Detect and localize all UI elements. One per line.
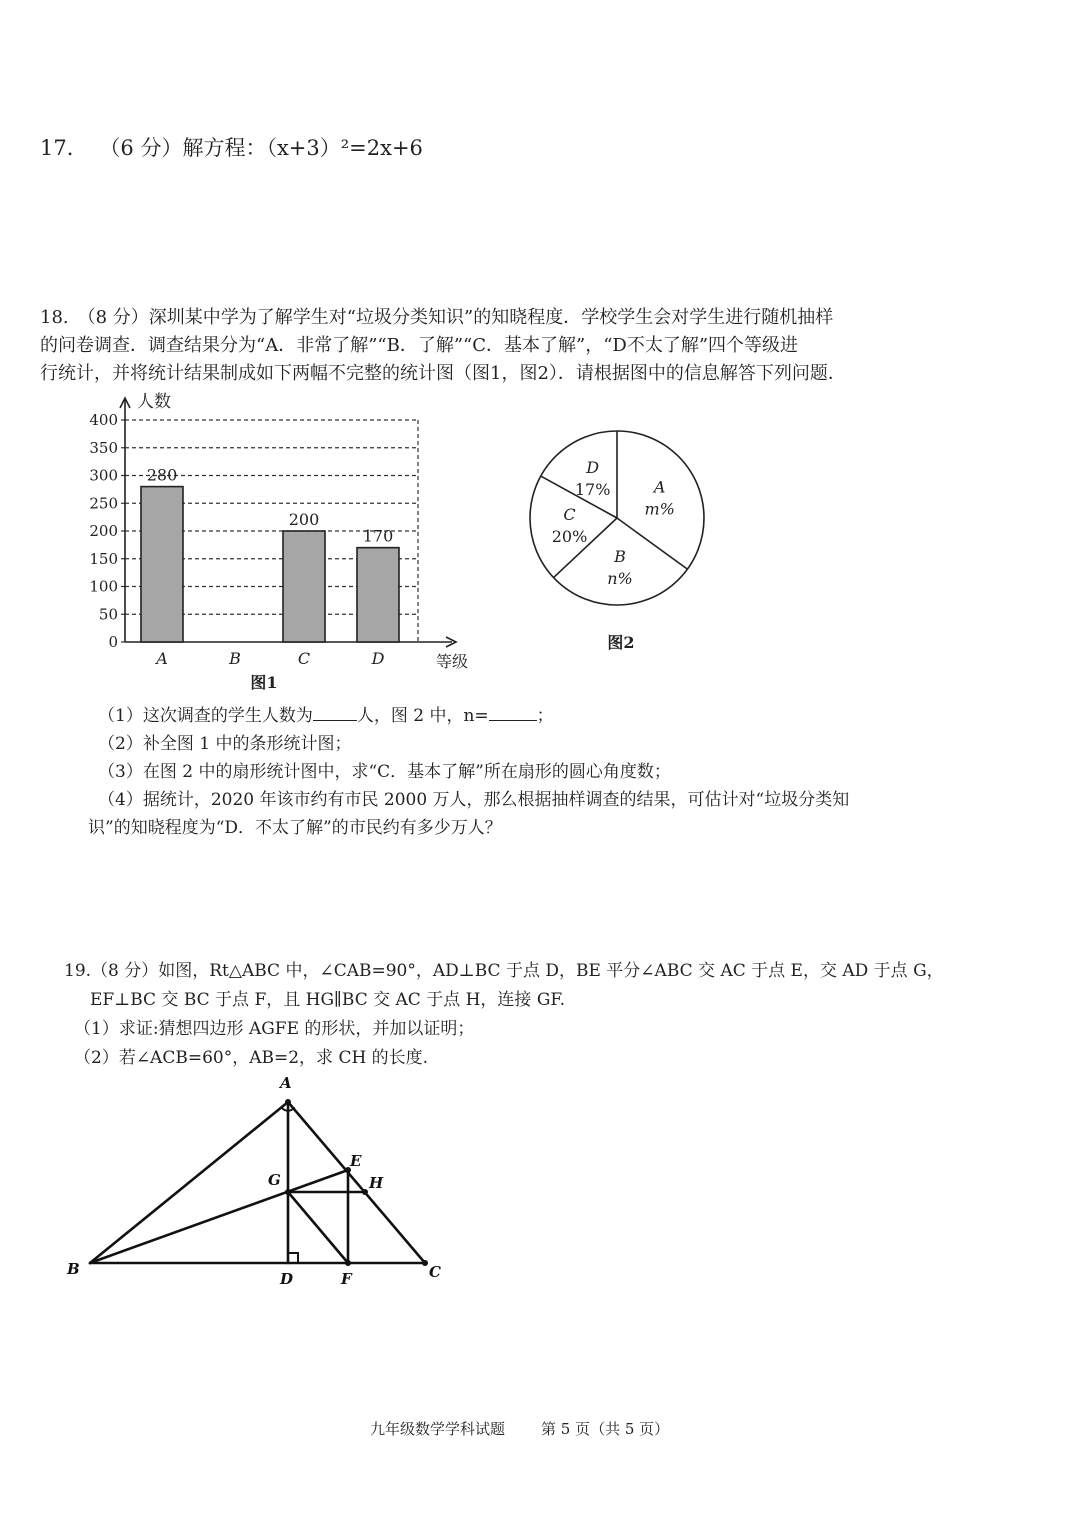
chart-caption: 图1	[250, 673, 278, 692]
subquestion-4: （4）据统计，2020 年该市约有市民 2000 万人，那么根据抽样调查的结果，可估计对“垃圾分类知	[98, 790, 850, 810]
y-tick-label: 100	[89, 577, 118, 596]
footer-subject: 九年级数学学科试题	[370, 1420, 506, 1438]
question-text: （6 分）解方程：（x+3）²=2x+6	[99, 136, 423, 160]
page-footer	[370, 1418, 705, 1439]
question-line: 19.（8 分）如图，Rt△ABC 中，∠CAB=90°，AD⊥BC 于点 D，BE 平分∠ABC 交 AC 于点 E，交 AD 于点 G，	[64, 961, 944, 981]
subquestion-1-text-c: ；	[536, 706, 554, 726]
segment-ac	[288, 1102, 425, 1263]
answer-blank[interactable]	[489, 719, 537, 721]
label-h: H	[369, 1174, 384, 1192]
label-g: G	[268, 1171, 281, 1189]
question-line: 的问卷调查．调查结果分为“A．非常了解”“B．了解”“C．基本了解”，“D不太了解”四个等级进	[40, 335, 799, 356]
question-18-subquestions	[88, 702, 850, 842]
subquestion-1-text-b: 人，图 2 中，n=	[356, 706, 489, 726]
pie-slice-name: B	[614, 546, 626, 566]
y-axis-title: 人数	[137, 392, 171, 412]
pie-slice-label: m%	[644, 499, 675, 519]
subquestion-1-text-a: （1）这次调查的学生人数为	[98, 706, 313, 726]
pie-chart-plot	[530, 431, 704, 652]
triangle-figure	[55, 1070, 455, 1290]
bar	[283, 531, 325, 642]
pie-slice-label: 20%	[551, 526, 588, 546]
bar	[141, 487, 183, 642]
bar-data-label: 170	[362, 526, 394, 546]
x-tick-label: C	[297, 649, 311, 668]
pie-slice-name: D	[586, 457, 600, 477]
chart-caption: 图2	[607, 633, 635, 652]
question-line: （1）求证:猜想四边形 AGFE 的形状，并加以证明；	[74, 1019, 475, 1039]
x-tick-label: B	[229, 649, 241, 668]
label-b: B	[67, 1260, 80, 1278]
y-tick-label: 250	[89, 494, 118, 513]
pie-slice-boundary	[617, 518, 687, 569]
x-tick-label: A	[156, 649, 168, 668]
label-d: D	[280, 1270, 294, 1288]
question-line: 18. （8 分）深圳某中学为了解学生对“垃圾分类知识”的知晓程度．学校学生会对学生进行随机抽样	[40, 307, 834, 328]
point-f	[345, 1260, 351, 1266]
pie-slice-label: 17%	[574, 479, 611, 499]
question-line: EF⊥BC 交 BC 于点 F，且 HG∥BC 交 AC 于点 H，连接 GF.	[90, 990, 565, 1010]
bar	[357, 548, 399, 642]
pie-slice-name: C	[563, 504, 576, 524]
bar-chart-plot	[89, 392, 468, 692]
answer-blank[interactable]	[313, 719, 357, 721]
y-tick-label: 200	[89, 522, 118, 540]
bar-data-label: 200	[288, 510, 320, 529]
y-tick-label: 400	[89, 411, 118, 429]
footer-page-number: 第 5 页（共 5 页）	[541, 1420, 670, 1438]
question-line: （2）若∠ACB=60°，AB=2，求 CH 的长度.	[74, 1048, 429, 1068]
question-19	[64, 957, 944, 1073]
bar-data-label: 280	[146, 465, 178, 485]
question-number: 17.	[40, 136, 74, 160]
subquestion-3: （3）在图 2 中的扇形统计图中，求“C．基本了解”所在扇形的圆心角度数；	[98, 762, 671, 782]
question-18	[40, 304, 846, 388]
x-tick-label: D	[371, 649, 385, 668]
pie-slice-name: A	[653, 477, 666, 497]
point-c	[422, 1260, 428, 1266]
y-tick-label: 0	[108, 633, 118, 651]
segment-ab	[90, 1102, 288, 1263]
y-tick-label: 300	[89, 466, 118, 485]
x-axis-title: 等级	[436, 652, 469, 671]
y-tick-label: 50	[98, 605, 118, 624]
y-tick-label: 350	[89, 438, 118, 457]
label-f: F	[341, 1270, 352, 1288]
point-g	[285, 1189, 291, 1195]
y-tick-label: 150	[89, 549, 118, 568]
subquestion-2: （2）补全图 1 中的条形统计图；	[98, 734, 352, 754]
point-a	[285, 1099, 291, 1105]
bar-chart-figure1	[80, 390, 500, 695]
label-e: E	[350, 1152, 362, 1170]
question-17	[40, 132, 423, 162]
question-line: 行统计，并将统计结果制成如下两幅不完整的统计图（图1，图2）．请根据图中的信息解答下列问题．	[40, 363, 846, 384]
label-c: C	[429, 1263, 441, 1281]
right-angle-d	[288, 1253, 298, 1263]
point-h	[362, 1189, 368, 1195]
subquestion-4-continued: 识”的知晓程度为“D．不太了解”的市民约有多少万人？	[88, 818, 502, 838]
subquestion-1	[98, 702, 849, 730]
label-a: A	[280, 1074, 292, 1092]
pie-chart-figure2	[520, 428, 720, 658]
pie-slice-label: n%	[607, 568, 633, 588]
